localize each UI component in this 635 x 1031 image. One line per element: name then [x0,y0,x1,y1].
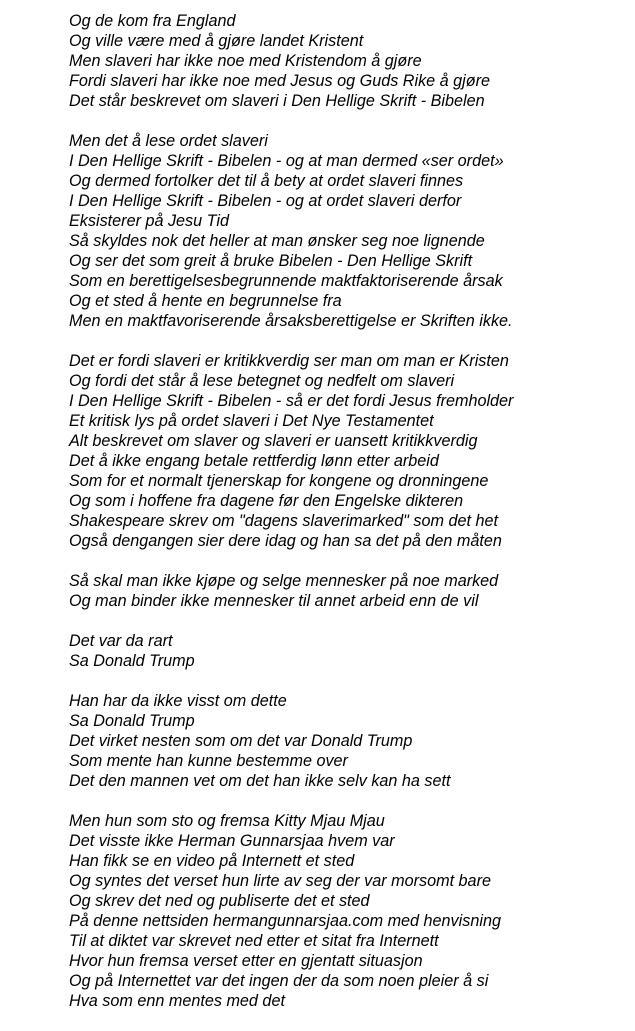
poem-line: Sa Donald Trump [69,652,195,670]
poem-line: Men det å lese ordet slaveri [69,132,268,150]
poem-line: Det å ikke engang betale rettferdig lønn etter arbeid [69,452,439,470]
stanza [69,571,629,611]
poem-line: Det virket nesten som om det var Donald Trump [69,732,413,750]
stanza [69,691,629,791]
poem-line: Som en berettigelsesbegrunnende maktfaktoriserende årsak [69,272,503,290]
stanza [69,11,629,111]
poem-line: Og et sted å hente en begrunnelse fra [69,292,342,310]
poem-line: Men hun som sto og fremsa Kitty Mjau Mjau [69,812,385,830]
poem-line: Shakespeare skrev om "dagens slaverimarked" som det het [69,512,498,530]
poem-line: Men slaveri har ikke noe med Kristendom å gjøre [69,52,422,70]
poem-line: På denne nettsiden hermangunnarsjaa.com med henvisning [69,912,501,930]
poem-line: I Den Hellige Skrift - Bibelen - så er det fordi Jesus fremholder [69,392,514,410]
poem-line: Og på Internettet var det ingen der da som noen pleier å si [69,972,489,990]
poem-line: Og syntes det verset hun lirte av seg der var morsomt bare [69,872,491,890]
poem-line: Hva som enn mentes med det [69,992,285,1010]
poem-line: Så skal man ikke kjøpe og selge mennesker på noe marked [69,572,499,590]
poem-line: Til at diktet var skrevet ned etter et sitat fra Internett [69,932,439,950]
poem-line: Det er fordi slaveri er kritikkverdig ser man om man er Kristen [69,352,509,370]
poem-line: Og ville være med å gjøre landet Kristent [69,32,364,50]
poem-line: Sa Donald Trump [69,712,195,730]
poem-line: I Den Hellige Skrift - Bibelen - og at ordet slaveri derfor [69,192,462,210]
poem-line: Som mente han kunne bestemme over [69,752,348,770]
poem-line: Hvor hun fremsa verset etter en gjentatt situasjon [69,952,423,970]
poem-line: Alt beskrevet om slaver og slaveri er uansett kritikkverdig [69,432,478,450]
poem-line: Fordi slaveri har ikke noe med Jesus og Guds Rike å gjøre [69,72,491,90]
poem-line: Og dermed fortolker det til å bety at ordet slaveri finnes [69,172,464,190]
poem-line: Og ser det som greit å bruke Bibelen - Den Hellige Skrift [69,252,473,270]
poem-line: Og de kom fra England [69,12,236,30]
poem-line: Eksisterer på Jesu Tid [69,212,229,230]
poem-line: Som for et normalt tjenerskap for kongene og dronningene [69,472,489,490]
poem-line: I Den Hellige Skrift - Bibelen - og at man dermed «ser ordet» [69,152,504,170]
poem-line: Og skrev det ned og publiserte det et sted [69,892,370,910]
poem-line: Det visste ikke Herman Gunnarsjaa hvem var [69,832,395,850]
stanza [69,631,629,671]
poem-line: Det var da rart [69,632,173,650]
poem-line: Det står beskrevet om slaveri i Den Hellige Skrift - Bibelen [69,92,485,110]
poem-line: Og fordi det står å lese betegnet og nedfelt om slaveri [69,372,455,390]
poem-line: Men en maktfavoriserende årsaksberettigelse er Skriften ikke. [69,312,513,330]
poem-line: Et kritisk lys på ordet slaveri i Det Nye Testamentet [69,412,434,430]
poem-line: Så skyldes nok det heller at man ønsker seg noe lignende [69,232,485,250]
poem-line: Og man binder ikke mennesker til annet arbeid enn de vil [69,592,479,610]
poem-line: Det den mannen vet om det han ikke selv kan ha sett [69,772,451,790]
stanza [69,131,629,331]
poem-line: Han fikk se en video på Internett et sted [69,852,355,870]
poem-line: Også dengangen sier dere idag og han sa det på den måten [69,532,502,550]
poem-text [69,11,629,1031]
stanza [69,811,629,1011]
poem-line: Han har da ikke visst om dette [69,692,287,710]
stanza [69,351,629,551]
poem-line: Og som i hoffene fra dagene før den Engelske dikteren [69,492,464,510]
